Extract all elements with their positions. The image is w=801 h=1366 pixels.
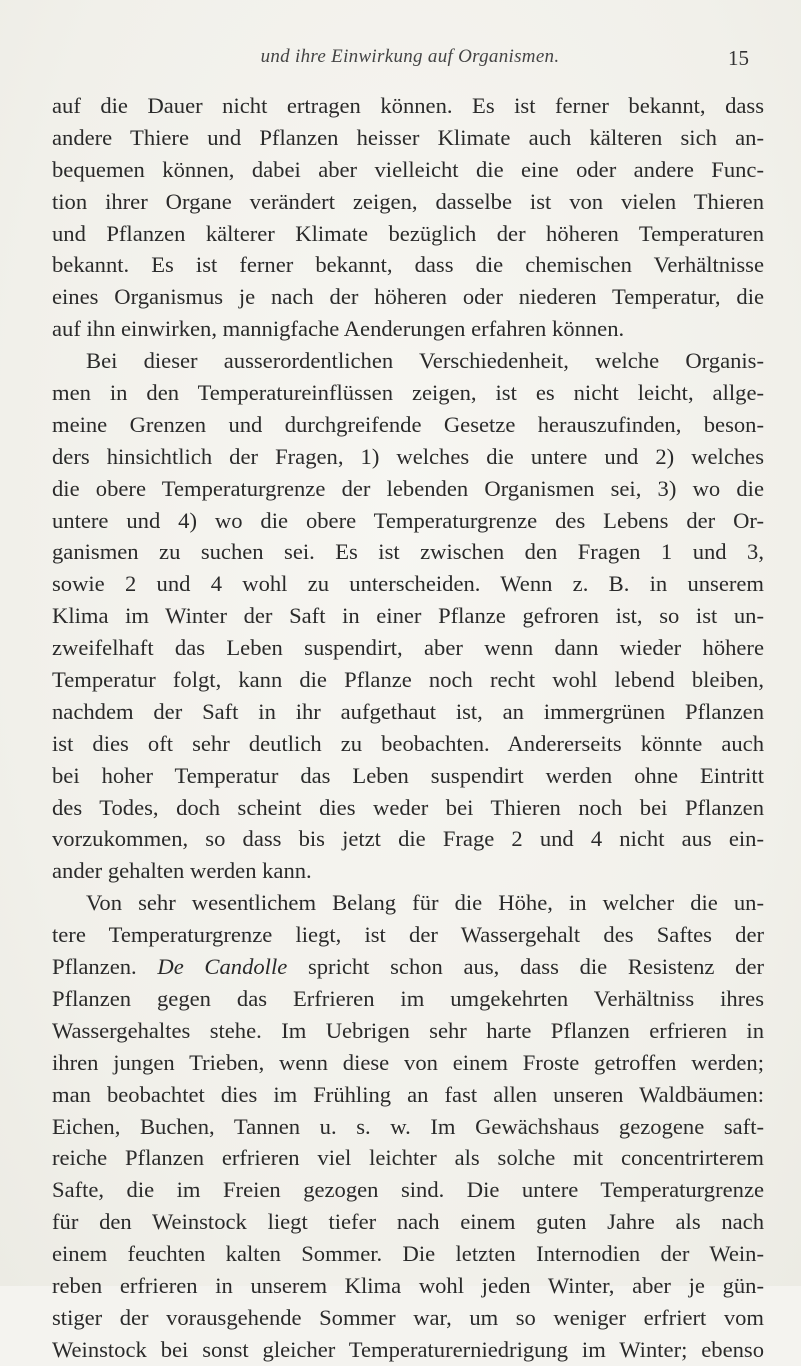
text-line: andere Thiere und Pflanzen heisser Klimate auch kälteren sich an-	[52, 124, 764, 150]
text-line: sowie 2 und 4 wohl zu unterscheiden. Wenn z. B. in unserem	[52, 571, 764, 597]
text-line: Pflanzen. De Candolle spricht schon aus, dass die Resistenz der	[52, 954, 764, 980]
body-text	[52, 90, 764, 1366]
text-line: untere und 4) wo die obere Temperaturgrenze des Lebens der Or-	[52, 507, 764, 533]
author-name: De Candolle	[157, 954, 288, 980]
text-line: tere Temperaturgrenze liegt, ist der Wassergehalt des Saftes der	[52, 922, 764, 948]
text-line: stiger der vorausgehende Sommer war, um so weniger erfriert vom	[52, 1304, 764, 1330]
text-line: zweifelhaft das Leben suspendirt, aber wenn dann wieder höhere	[52, 635, 764, 661]
text-line: und Pflanzen kälterer Klimate bezüglich der höheren Temperaturen	[52, 220, 764, 246]
text-line: nachdem der Saft in ihr aufgethaut ist, an immergrünen Pflanzen	[52, 698, 764, 724]
text-line: men in den Temperatureinflüssen zeigen, ist es nicht leicht, allge-	[52, 380, 764, 406]
text-line: ist dies oft sehr deutlich zu beobachten. Andererseits könnte auch	[52, 730, 764, 756]
text-line: Von sehr wesentlichem Belang für die Höhe, in welcher die un-	[86, 890, 764, 916]
text-line: eines Organismus je nach der höheren oder niederen Temperatur, die	[52, 284, 764, 310]
page-header	[0, 46, 801, 76]
text-line: Weinstock bei sonst gleicher Temperaturerniedrigung im Winter; ebenso	[52, 1336, 764, 1362]
text-line: Temperatur folgt, kann die Pflanze noch recht wohl lebend bleiben,	[52, 667, 764, 693]
running-head: und ihre Einwirkung auf Organismen.	[260, 46, 560, 67]
text-line: Wassergehaltes stehe. Im Uebrigen sehr harte Pflanzen erfrieren in	[52, 1017, 764, 1043]
text-line: auf die Dauer nicht ertragen können. Es ist ferner bekannt, dass	[52, 93, 764, 118]
text-line: ihren jungen Trieben, wenn diese von einem Froste getroffen werden;	[52, 1049, 764, 1075]
text-line: man beobachtet dies im Frühling an fast allen unseren Waldbäumen:	[52, 1081, 764, 1107]
text-line: auf ihn einwirken, mannigfache Aenderungen erfahren können.	[52, 316, 625, 342]
text-line: Klima im Winter der Saft in einer Pflanze gefroren ist, so ist un-	[52, 603, 764, 629]
text-line: für den Weinstock liegt tiefer nach einem guten Jahre als nach	[52, 1209, 764, 1235]
text-line: einem feuchten kalten Sommer. Die letzten Internodien der Wein-	[52, 1241, 764, 1267]
text-line: Eichen, Buchen, Tannen u. s. w. Im Gewächshaus gezogene saft-	[52, 1113, 764, 1139]
text-line: vorzukommen, so dass bis jetzt die Frage 2 und 4 nicht aus ein-	[52, 826, 764, 852]
text-line: reiche Pflanzen erfrieren viel leichter als solche mit concentrirterem	[52, 1145, 764, 1171]
text-line: Safte, die im Freien gezogen sind. Die untere Temperaturgrenze	[52, 1177, 764, 1203]
text-line: ganismen zu suchen sei. Es ist zwischen den Fragen 1 und 3,	[52, 539, 764, 565]
text-line: des Todes, doch scheint dies weder bei Thieren noch bei Pflanzen	[52, 794, 764, 820]
text-line: bei hoher Temperatur das Leben suspendirt werden ohne Eintritt	[52, 762, 764, 788]
text-line: ander gehalten werden kann.	[52, 858, 312, 884]
text-line: bekannt. Es ist ferner bekannt, dass die chemischen Verhältnisse	[52, 252, 764, 278]
text-line: meine Grenzen und durchgreifende Gesetze herauszufinden, beson-	[52, 411, 764, 437]
text-line: bequemen können, dabei aber vielleicht die eine oder andere Func-	[52, 156, 764, 182]
text-line: die obere Temperaturgrenze der lebenden Organismen sei, 3) wo die	[52, 475, 764, 501]
text-line: ders hinsichtlich der Fragen, 1) welches die untere und 2) welches	[52, 443, 764, 469]
text-line: reben erfrieren in unserem Klima wohl jeden Winter, aber je gün-	[52, 1272, 764, 1298]
text-line: Bei dieser ausserordentlichen Verschiedenheit, welche Organis-	[86, 348, 764, 374]
text-line: tion ihrer Organe verändert zeigen, dasselbe ist von vielen Thieren	[52, 188, 764, 214]
text-line: Pflanzen gegen das Erfrieren im umgekehrten Verhältniss ihres	[52, 985, 764, 1011]
page-number: 15	[728, 46, 749, 70]
